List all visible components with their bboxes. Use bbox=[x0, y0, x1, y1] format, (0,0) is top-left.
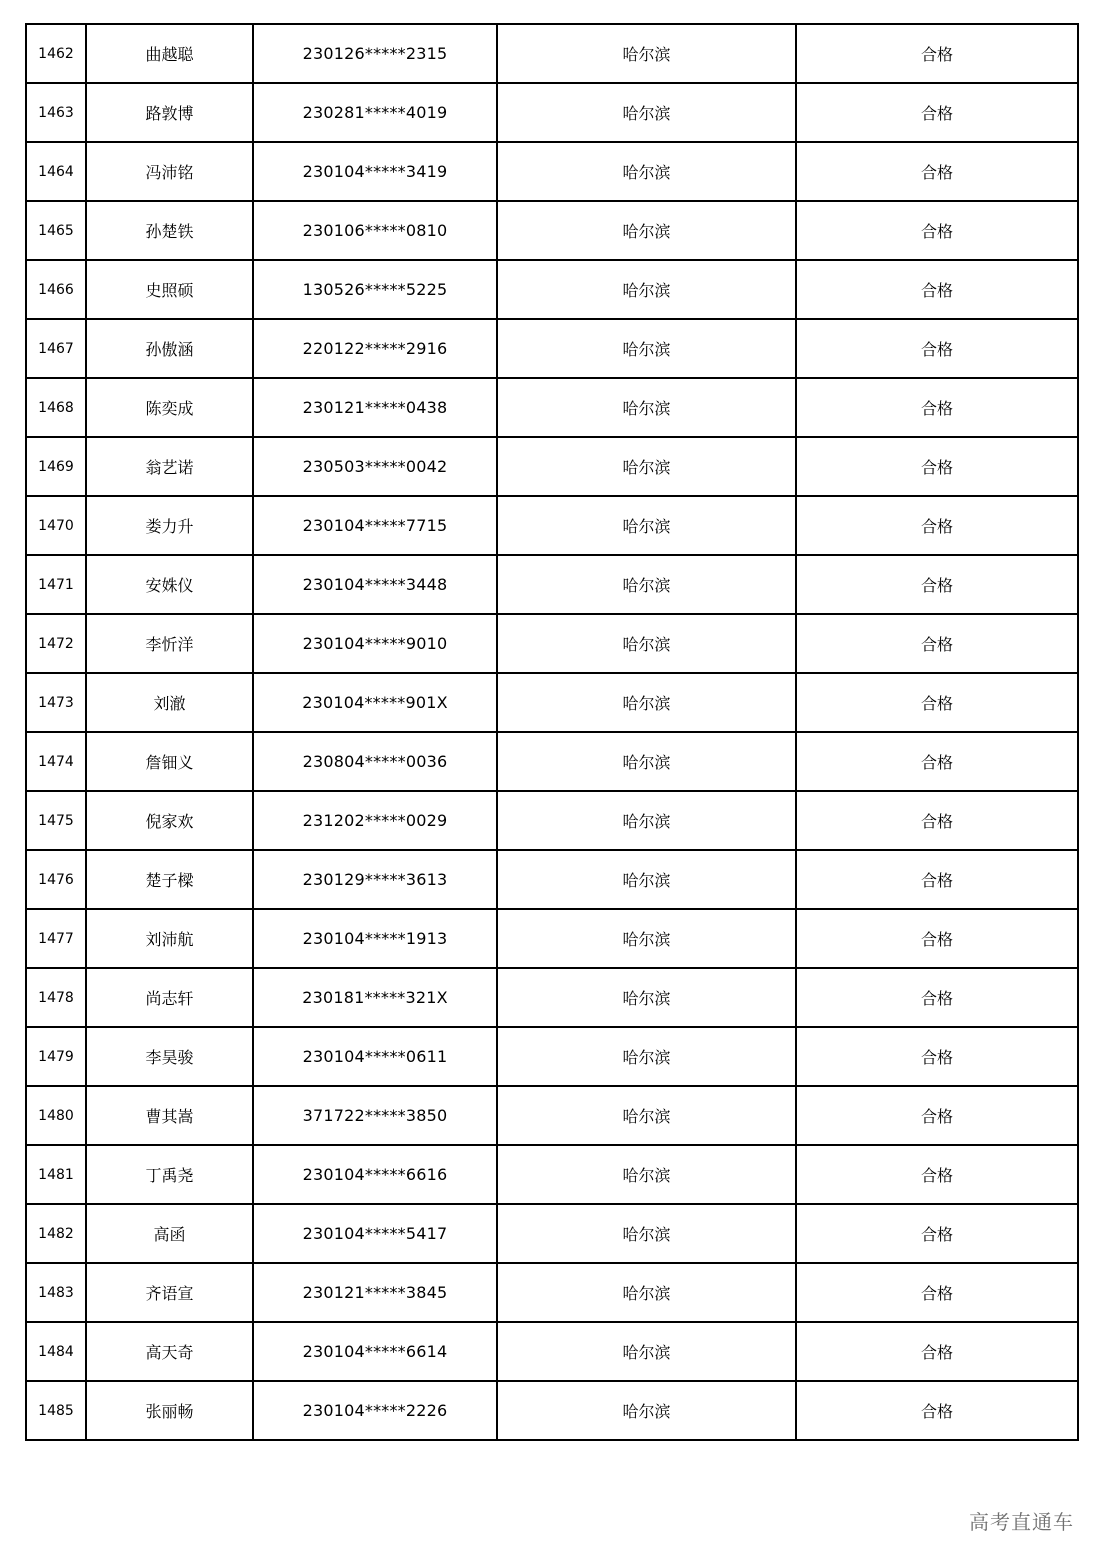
name-cell: 詹钿义 bbox=[86, 732, 253, 791]
city-cell: 哈尔滨 bbox=[497, 1027, 796, 1086]
name-cell: 齐语宣 bbox=[86, 1263, 253, 1322]
table-row bbox=[26, 1145, 1078, 1204]
id-number-cell: 230503*****0042 bbox=[253, 437, 497, 496]
result-cell: 合格 bbox=[796, 83, 1078, 142]
city-cell: 哈尔滨 bbox=[497, 1145, 796, 1204]
name-cell: 张丽畅 bbox=[86, 1381, 253, 1440]
result-cell: 合格 bbox=[796, 496, 1078, 555]
result-cell: 合格 bbox=[796, 1381, 1078, 1440]
result-cell: 合格 bbox=[796, 319, 1078, 378]
row-number-cell: 1485 bbox=[26, 1381, 86, 1440]
name-cell: 曹其嵩 bbox=[86, 1086, 253, 1145]
row-number-cell: 1466 bbox=[26, 260, 86, 319]
name-cell: 孙楚铁 bbox=[86, 201, 253, 260]
row-number-cell: 1477 bbox=[26, 909, 86, 968]
id-number-cell: 230104*****9010 bbox=[253, 614, 497, 673]
city-cell: 哈尔滨 bbox=[497, 496, 796, 555]
row-number-cell: 1481 bbox=[26, 1145, 86, 1204]
result-cell: 合格 bbox=[796, 378, 1078, 437]
name-cell: 路敦博 bbox=[86, 83, 253, 142]
row-number-cell: 1465 bbox=[26, 201, 86, 260]
row-number-cell: 1468 bbox=[26, 378, 86, 437]
table-row bbox=[26, 378, 1078, 437]
city-cell: 哈尔滨 bbox=[497, 1322, 796, 1381]
result-cell: 合格 bbox=[796, 909, 1078, 968]
city-cell: 哈尔滨 bbox=[497, 673, 796, 732]
table-row bbox=[26, 1263, 1078, 1322]
watermark-text: 高考直通车 bbox=[969, 1510, 1074, 1534]
city-cell: 哈尔滨 bbox=[497, 732, 796, 791]
city-cell: 哈尔滨 bbox=[497, 1263, 796, 1322]
table-row bbox=[26, 142, 1078, 201]
result-cell: 合格 bbox=[796, 614, 1078, 673]
table-row bbox=[26, 1322, 1078, 1381]
table-row bbox=[26, 437, 1078, 496]
city-cell: 哈尔滨 bbox=[497, 83, 796, 142]
name-cell: 楚子樑 bbox=[86, 850, 253, 909]
result-cell: 合格 bbox=[796, 1204, 1078, 1263]
name-cell: 曲越聪 bbox=[86, 24, 253, 83]
city-cell: 哈尔滨 bbox=[497, 614, 796, 673]
table-row bbox=[26, 24, 1078, 83]
table-row bbox=[26, 201, 1078, 260]
name-cell: 翁艺诺 bbox=[86, 437, 253, 496]
table-row bbox=[26, 673, 1078, 732]
table-row bbox=[26, 1086, 1078, 1145]
name-cell: 娄力升 bbox=[86, 496, 253, 555]
table-row bbox=[26, 732, 1078, 791]
name-cell: 尚志轩 bbox=[86, 968, 253, 1027]
city-cell: 哈尔滨 bbox=[497, 24, 796, 83]
city-cell: 哈尔滨 bbox=[497, 850, 796, 909]
table-row bbox=[26, 319, 1078, 378]
city-cell: 哈尔滨 bbox=[497, 1381, 796, 1440]
roster-table bbox=[25, 23, 1079, 1441]
result-cell: 合格 bbox=[796, 555, 1078, 614]
result-cell: 合格 bbox=[796, 1086, 1078, 1145]
result-cell: 合格 bbox=[796, 201, 1078, 260]
row-number-cell: 1471 bbox=[26, 555, 86, 614]
city-cell: 哈尔滨 bbox=[497, 909, 796, 968]
id-number-cell: 230104*****3419 bbox=[253, 142, 497, 201]
name-cell: 李昊骏 bbox=[86, 1027, 253, 1086]
id-number-cell: 230104*****901X bbox=[253, 673, 497, 732]
id-number-cell: 230104*****0611 bbox=[253, 1027, 497, 1086]
id-number-cell: 230104*****7715 bbox=[253, 496, 497, 555]
id-number-cell: 230104*****6616 bbox=[253, 1145, 497, 1204]
row-number-cell: 1476 bbox=[26, 850, 86, 909]
id-number-cell: 230121*****3845 bbox=[253, 1263, 497, 1322]
row-number-cell: 1462 bbox=[26, 24, 86, 83]
row-number-cell: 1484 bbox=[26, 1322, 86, 1381]
name-cell: 倪家欢 bbox=[86, 791, 253, 850]
table-row bbox=[26, 850, 1078, 909]
id-number-cell: 220122*****2916 bbox=[253, 319, 497, 378]
id-number-cell: 230181*****321X bbox=[253, 968, 497, 1027]
id-number-cell: 230104*****2226 bbox=[253, 1381, 497, 1440]
name-cell: 安姝仪 bbox=[86, 555, 253, 614]
result-cell: 合格 bbox=[796, 24, 1078, 83]
result-cell: 合格 bbox=[796, 1322, 1078, 1381]
row-number-cell: 1470 bbox=[26, 496, 86, 555]
city-cell: 哈尔滨 bbox=[497, 260, 796, 319]
row-number-cell: 1475 bbox=[26, 791, 86, 850]
id-number-cell: 230106*****0810 bbox=[253, 201, 497, 260]
row-number-cell: 1478 bbox=[26, 968, 86, 1027]
row-number-cell: 1480 bbox=[26, 1086, 86, 1145]
row-number-cell: 1482 bbox=[26, 1204, 86, 1263]
city-cell: 哈尔滨 bbox=[497, 1204, 796, 1263]
row-number-cell: 1464 bbox=[26, 142, 86, 201]
row-number-cell: 1473 bbox=[26, 673, 86, 732]
name-cell: 冯沛铭 bbox=[86, 142, 253, 201]
name-cell: 刘澈 bbox=[86, 673, 253, 732]
result-cell: 合格 bbox=[796, 260, 1078, 319]
table-row bbox=[26, 909, 1078, 968]
row-number-cell: 1469 bbox=[26, 437, 86, 496]
city-cell: 哈尔滨 bbox=[497, 1086, 796, 1145]
name-cell: 李忻洋 bbox=[86, 614, 253, 673]
result-cell: 合格 bbox=[796, 142, 1078, 201]
city-cell: 哈尔滨 bbox=[497, 555, 796, 614]
city-cell: 哈尔滨 bbox=[497, 968, 796, 1027]
id-number-cell: 230281*****4019 bbox=[253, 83, 497, 142]
result-cell: 合格 bbox=[796, 1027, 1078, 1086]
table-row bbox=[26, 1381, 1078, 1440]
city-cell: 哈尔滨 bbox=[497, 437, 796, 496]
id-number-cell: 130526*****5225 bbox=[253, 260, 497, 319]
result-cell: 合格 bbox=[796, 732, 1078, 791]
id-number-cell: 371722*****3850 bbox=[253, 1086, 497, 1145]
row-number-cell: 1467 bbox=[26, 319, 86, 378]
row-number-cell: 1463 bbox=[26, 83, 86, 142]
id-number-cell: 230126*****2315 bbox=[253, 24, 497, 83]
result-cell: 合格 bbox=[796, 791, 1078, 850]
name-cell: 刘沛航 bbox=[86, 909, 253, 968]
table-row bbox=[26, 260, 1078, 319]
result-cell: 合格 bbox=[796, 1263, 1078, 1322]
table-row bbox=[26, 496, 1078, 555]
roster-body bbox=[26, 24, 1078, 1440]
row-number-cell: 1472 bbox=[26, 614, 86, 673]
city-cell: 哈尔滨 bbox=[497, 142, 796, 201]
city-cell: 哈尔滨 bbox=[497, 319, 796, 378]
id-number-cell: 231202*****0029 bbox=[253, 791, 497, 850]
name-cell: 孙傲涵 bbox=[86, 319, 253, 378]
name-cell: 史照硕 bbox=[86, 260, 253, 319]
result-cell: 合格 bbox=[796, 673, 1078, 732]
id-number-cell: 230104*****6614 bbox=[253, 1322, 497, 1381]
id-number-cell: 230121*****0438 bbox=[253, 378, 497, 437]
table-row bbox=[26, 1027, 1078, 1086]
id-number-cell: 230104*****5417 bbox=[253, 1204, 497, 1263]
result-cell: 合格 bbox=[796, 968, 1078, 1027]
result-cell: 合格 bbox=[796, 437, 1078, 496]
row-number-cell: 1474 bbox=[26, 732, 86, 791]
id-number-cell: 230129*****3613 bbox=[253, 850, 497, 909]
table-row bbox=[26, 1204, 1078, 1263]
table-row bbox=[26, 83, 1078, 142]
table-row bbox=[26, 614, 1078, 673]
row-number-cell: 1479 bbox=[26, 1027, 86, 1086]
name-cell: 高天奇 bbox=[86, 1322, 253, 1381]
city-cell: 哈尔滨 bbox=[497, 378, 796, 437]
result-cell: 合格 bbox=[796, 850, 1078, 909]
id-number-cell: 230104*****1913 bbox=[253, 909, 497, 968]
id-number-cell: 230804*****0036 bbox=[253, 732, 497, 791]
name-cell: 丁禹尧 bbox=[86, 1145, 253, 1204]
id-number-cell: 230104*****3448 bbox=[253, 555, 497, 614]
name-cell: 陈奕成 bbox=[86, 378, 253, 437]
city-cell: 哈尔滨 bbox=[497, 791, 796, 850]
result-cell: 合格 bbox=[796, 1145, 1078, 1204]
table-row bbox=[26, 791, 1078, 850]
table-row bbox=[26, 555, 1078, 614]
name-cell: 高函 bbox=[86, 1204, 253, 1263]
city-cell: 哈尔滨 bbox=[497, 201, 796, 260]
row-number-cell: 1483 bbox=[26, 1263, 86, 1322]
table-row bbox=[26, 968, 1078, 1027]
